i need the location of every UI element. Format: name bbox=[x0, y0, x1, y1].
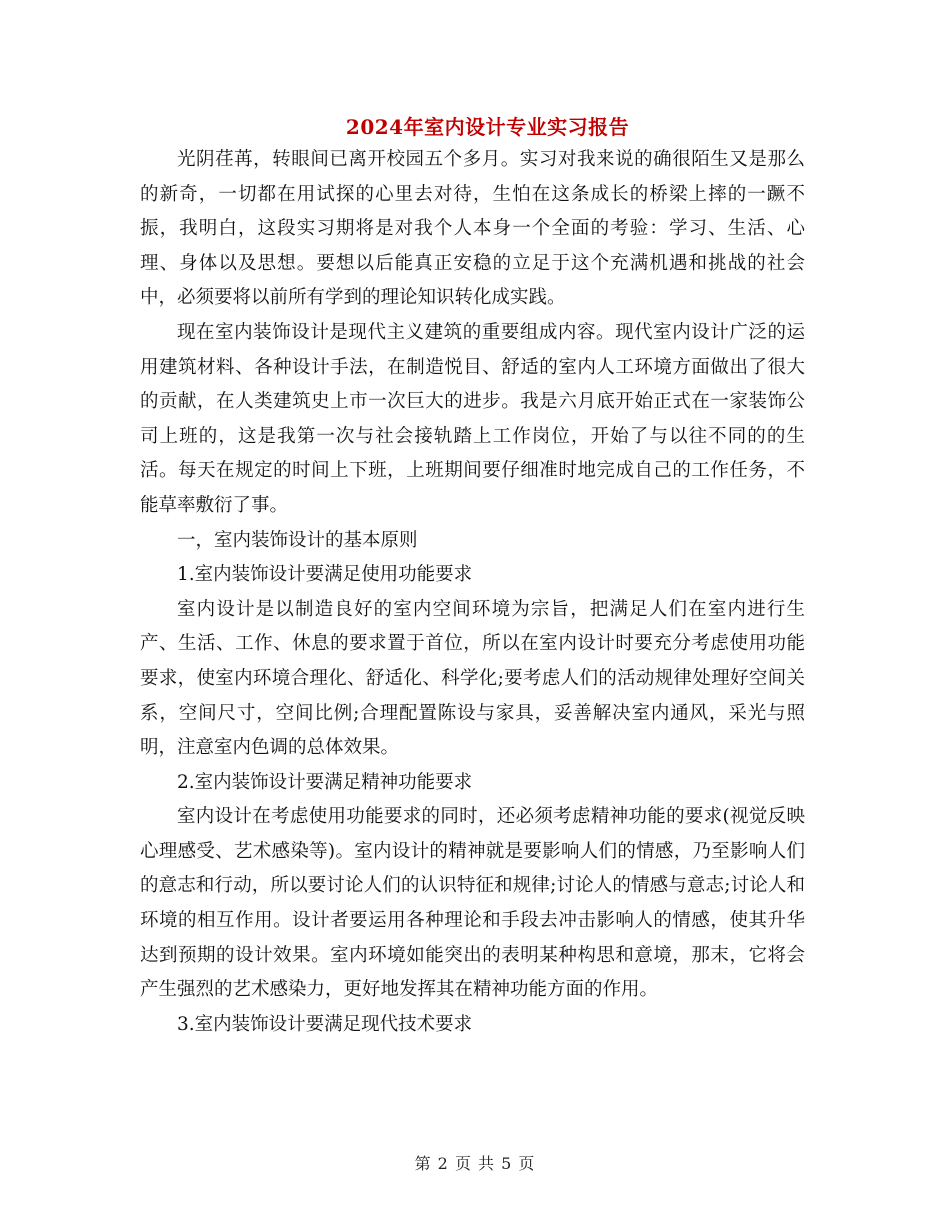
paragraph-spirit: 室内设计在考虑使用功能要求的同时，还必须考虑精神功能的要求(视觉反映心理感受、艺术感染等)。室内设计的精神就是要影响人们的情感，乃至影响人们的意志和行动，所以要讨论人们的认识特征和规律;讨论人的情感与意志;讨论人和环境的相互作用。设计者要运用各种理论和手段去冲击影响人的情感，使其升华达到预期的设计效果。室内环境如能突出的表明某种构思和意境，那末，它将会产生强烈的艺术感染力，更好地发挥其在精神功能方面的作用。 bbox=[140, 806, 805, 1001]
paragraph-intro: 光阴荏苒，转眼间已离开校园五个多月。实习对我来说的确很陌生又是那么的新奇，一切都在用试探的心里去对待，生怕在这条成长的桥梁上摔的一蹶不振，我明白，这段实习期将是对我个人本身一个全面的考验：学习、生活、心理、身体以及思想。要想以后能真正安稳的立足于这个充满机遇和挑战的社会中，必须要将以前所有学到的理论知识转化成实践。 bbox=[140, 149, 805, 309]
paragraph-background: 现在室内装饰设计是现代主义建筑的重要组成内容。现代室内设计广泛的运用建筑材料、各种设计手法，在制造悦目、舒适的室内人工环境方面做出了很大的贡献，在人类建筑史上市一次巨大的进步。我是六月底开始正式在一家装饰公司上班的，这是我第一次与社会接轨踏上工作岗位，开始了与以往不同的的生活。每天在规定的时间上下班，上班期间要仔细准时地完成自己的工作任务，不能草率敷衍了事。 bbox=[140, 321, 805, 516]
document-title: 2024年室内设计专业实习报告 bbox=[345, 115, 630, 139]
subsection-heading-1: 1.室内装饰设计要满足使用功能要求 bbox=[177, 564, 473, 586]
document-body bbox=[140, 143, 805, 1042]
section-heading: 一，室内装饰设计的基本原则 bbox=[177, 529, 418, 551]
subsection-heading-3: 3.室内装饰设计要满足现代技术要求 bbox=[177, 1013, 473, 1035]
subsection-heading-2: 2.室内装饰设计要满足精神功能要求 bbox=[177, 771, 473, 793]
paragraph-function: 室内设计是以制造良好的室内空间环境为宗旨，把满足人们在室内进行生产、生活、工作、休息的要求置于首位，所以在室内设计时要充分考虑使用功能要求，使室内环境合理化、舒适化、科学化;要考虑人们的活动规律处理好空间关系，空间尺寸，空间比例;合理配置陈设与家具，妥善解决室内通风，采光与照明，注意室内色调的总体效果。 bbox=[140, 598, 805, 759]
page-number-footer: 第 2 页 共 5 页 bbox=[414, 1154, 536, 1173]
